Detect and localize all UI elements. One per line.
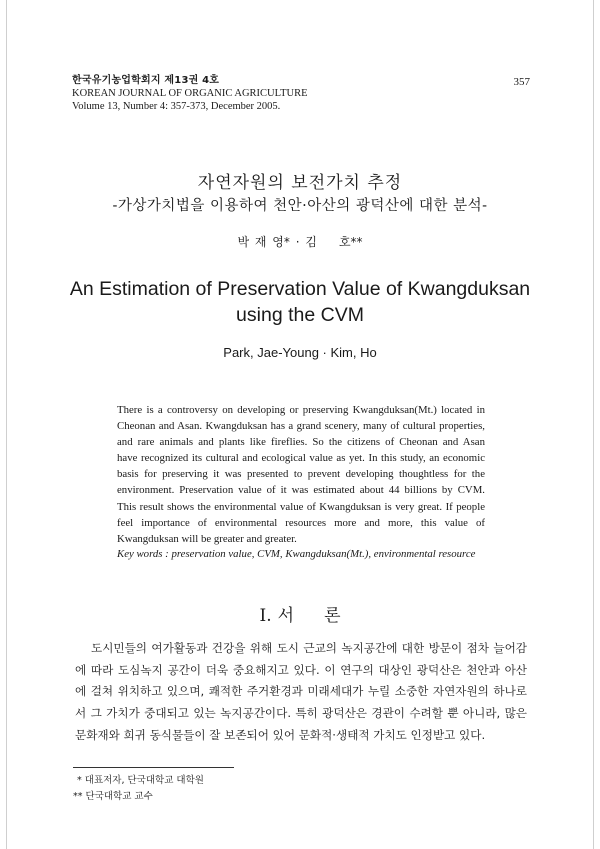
- author-separator: ·: [295, 235, 300, 249]
- title-english-line1: An Estimation of Preservation Value of Kwangduksan: [69, 278, 531, 300]
- abstract: [117, 402, 485, 547]
- journal-issue: Volume 13, Number 4: 357-373, December 2005.: [72, 101, 281, 112]
- abstract-line: Cheonan and Asan. Kwangduksan has a grand scenery, many of cultural properties,: [117, 420, 485, 433]
- intro-line: 도시민들의 여가활동과 건강을 위해 도시 근교의 녹지공간에 대한 방문이 점차 늘어감: [91, 641, 527, 655]
- author-second-given-ko: 김: [305, 235, 317, 249]
- author-first-ko: 박 재 영*: [237, 235, 290, 249]
- page-edge-right: [593, 0, 594, 849]
- journal-header: [72, 74, 308, 113]
- abstract-line: This result shows the environmental value of Kwangduksan is very great. If people: [117, 500, 485, 513]
- title-english: [0, 276, 600, 328]
- section-title-part1: 서: [277, 606, 295, 626]
- journal-name-ko: 한국유기농업학회지 제13권 4호: [72, 75, 220, 86]
- intro-line: 서 그 가치가 중대되고 있는 녹지공간이다. 특히 광덕산은 경관이 수려할 뿐 아니라, 많은: [75, 706, 527, 721]
- journal-name-en: KOREAN JOURNAL OF ORGANIC AGRICULTURE: [72, 88, 308, 99]
- intro-line: 문화재와 희귀 동식물들이 잘 보존되어 있어 문화적·생태적 가치도 인정받고 있다.: [75, 727, 486, 742]
- abstract-line: basis for preserving it was presented to prevent developing thoughtless for the: [117, 468, 485, 481]
- introduction-paragraph: [75, 638, 527, 747]
- abstract-line: Kwangduksan will be greater and greater.: [117, 532, 297, 545]
- authors-korean: [0, 233, 600, 250]
- title-english-line2: using the CVM: [236, 304, 364, 326]
- abstract-line: There is a controversy on developing or preserving Kwangduksan(Mt.) located in: [117, 404, 485, 416]
- intro-line: 에 걸쳐 위치하고 있으며, 쾌적한 주거환경과 미래세대가 누릴 소중한 자연자원의 하나로: [75, 684, 527, 699]
- page-edge-left: [6, 0, 7, 849]
- abstract-line: have recognized its cultural and ecological value as yet. In this study, an economic: [117, 452, 485, 465]
- footnote-divider: [73, 767, 234, 768]
- footnote-corresponding-author: ** 단국대학교 교수: [73, 791, 153, 802]
- footnotes: [73, 773, 204, 805]
- subtitle-korean: -가상가치법을 이용하여 천안·아산의 광덕산에 대한 분석-: [112, 198, 488, 214]
- page-number: 357: [513, 76, 530, 88]
- abstract-line: environment. Preservation value of it was estimated about 44 billions by CVM.: [117, 484, 485, 497]
- authors-english: Park, Jae-Young · Kim, Ho: [223, 345, 377, 360]
- intro-line: 에 따라 도심녹지 공간이 더욱 중요해지고 있다. 이 연구의 대상인 광덕산은 천안과 아산: [75, 662, 527, 677]
- section-heading-introduction: [0, 601, 600, 626]
- section-number: I.: [259, 606, 272, 626]
- author-second-family-ko: 호**: [338, 235, 363, 249]
- abstract-line: feel importance of environmental resources more and more, this value of: [117, 516, 485, 529]
- keywords: Key words : preservation value, CVM, Kwangduksan(Mt.), environmental resource: [117, 548, 476, 560]
- footnote-first-author: * 대표저자, 단국대학교 대학원: [77, 775, 204, 786]
- section-title-part2: 론: [324, 606, 341, 626]
- abstract-line: and rare animals and plants like fireflies. So the citizens of Cheonan and Asan: [117, 436, 485, 449]
- title-korean: 자연자원의 보전가치 추정: [197, 173, 403, 193]
